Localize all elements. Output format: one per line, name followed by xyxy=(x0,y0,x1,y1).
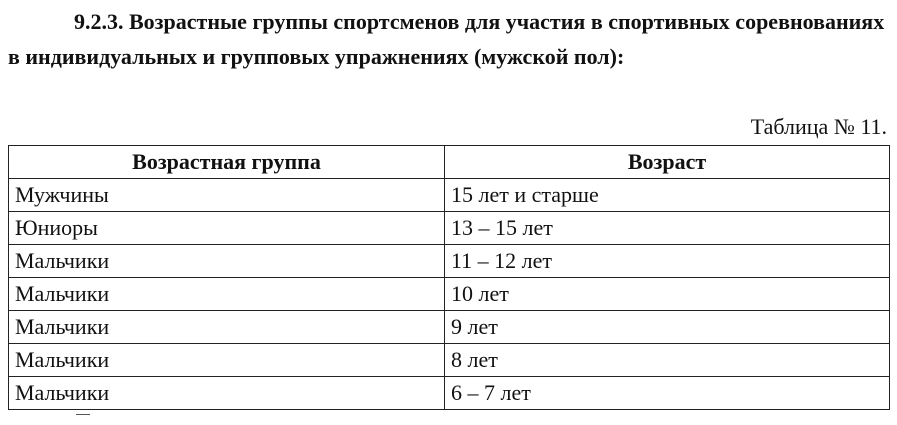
age-cell: 15 лет и старше xyxy=(445,179,890,212)
age-cell: 6 – 7 лет xyxy=(445,377,890,410)
age-groups-table xyxy=(8,145,890,410)
age-cell: 8 лет xyxy=(445,344,890,377)
table-row xyxy=(9,377,890,410)
age-group-cell: Мальчики xyxy=(9,245,445,278)
age-cell: 11 – 12 лет xyxy=(445,245,890,278)
age-group-cell: Мальчики xyxy=(9,377,445,410)
column-header-age-group: Возрастная группа xyxy=(9,146,445,179)
table-row xyxy=(9,311,890,344)
age-group-cell: Юниоры xyxy=(9,212,445,245)
age-cell: 10 лет xyxy=(445,278,890,311)
table-caption: Таблица № 11. xyxy=(750,114,887,139)
age-cell: 13 – 15 лет xyxy=(445,212,890,245)
column-header-age: Возраст xyxy=(445,146,890,179)
table-row xyxy=(9,179,890,212)
section-heading xyxy=(8,4,888,74)
section-heading-text: 9.2.3. Возрастные группы спортсменов для участия в спортивных соревнованиях в индивидуальных и групповых упражнениях (мужской пол): xyxy=(8,9,885,69)
age-group-cell: Мальчики xyxy=(9,311,445,344)
table-header-row xyxy=(9,146,890,179)
table-row xyxy=(9,245,890,278)
age-group-cell: Мальчики xyxy=(9,344,445,377)
age-group-cell: Мальчики xyxy=(9,278,445,311)
cut-off-text-fragment xyxy=(76,414,90,418)
table-row xyxy=(9,212,890,245)
table-row xyxy=(9,278,890,311)
age-cell: 9 лет xyxy=(445,311,890,344)
age-group-cell: Мужчины xyxy=(9,179,445,212)
table-row xyxy=(9,344,890,377)
